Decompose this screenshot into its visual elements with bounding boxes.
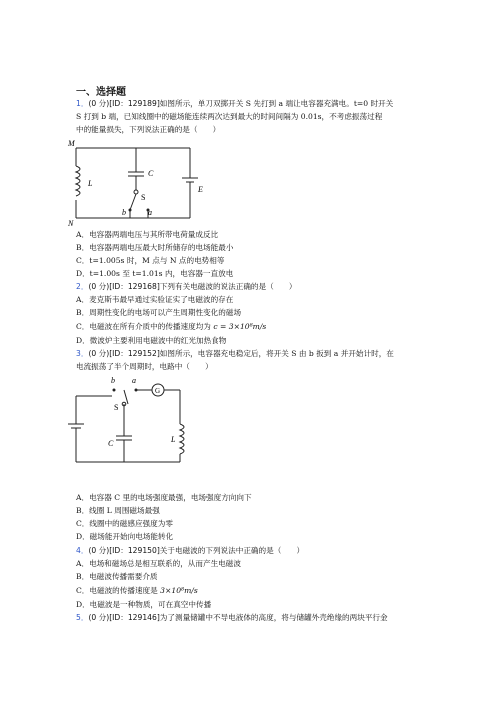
q1-option-b: B．电容器两端电压最大时所储存的电场能最小 (76, 243, 234, 252)
section-title: 一、选择题 (76, 87, 126, 98)
q1-line-2: S 打到 b 端，已知线圈中的磁场能连续两次达到最大的时间间隔为 0.01s，不考虑振荡过程 (76, 112, 383, 121)
q5-line-1 (76, 612, 388, 623)
q4-option-d: D．电磁波是一种物质，可在真空中传播 (76, 600, 212, 609)
q2-number: 2． (76, 282, 89, 291)
q2-tag: (0 分)[ID：129168] (88, 282, 160, 291)
q3-label-G: G (155, 387, 161, 395)
q5-number: 5． (76, 613, 89, 622)
q2-line-1 (76, 281, 296, 292)
q1-text-1: 如图所示，单刀双掷开关 S 先打到 a 端让电容器充满电。t=0 时开关 (159, 99, 394, 108)
q3-label-C: C (108, 439, 114, 448)
q3-tag: (0 分)[ID：129152] (88, 349, 160, 358)
q3-option-b: B．线圈 L 周围磁场最强 (76, 506, 160, 515)
q5-tag: (0 分)[ID：129146] (88, 613, 160, 622)
q1-label-a: a (148, 208, 152, 217)
q4-option-a: A．电场和磁场总是相互联系的，从而产生电磁波 (76, 559, 241, 568)
q1-line-1 (76, 98, 393, 109)
q3-option-a: A．电容器 C 里的电场强度最强，电场强度方向向下 (76, 493, 252, 502)
q4-text-1: 关于电磁波的下列说法中正确的是（ ） (159, 546, 305, 555)
q4-tag: (0 分)[ID：129150] (88, 546, 160, 555)
q4-option-c-formula: 3×10⁸m/s (160, 586, 198, 595)
q1-label-b: b (122, 208, 126, 217)
q1-tag: (0 分)[ID：129189] (88, 99, 160, 108)
q2-option-c-formula: c = 3×10⁸m/s (213, 322, 267, 331)
q1-number: 1． (76, 99, 89, 108)
q2-option-c-text: C．电磁波在所有介质中的传播速度均为 (76, 322, 211, 331)
q1-label-M: M (68, 139, 75, 148)
q3-line-2: 电流振荡了半个周期时，电路中（ ） (76, 362, 213, 371)
q3-label-L: L (171, 435, 176, 444)
q1-label-E: E (198, 185, 203, 194)
q3-text-1: 如图所示，电容器充电稳定后，将开关 S 由 b 扳到 a 并开始计时，在 (159, 349, 394, 358)
q2-option-b: B．周期性变化的电场可以产生周期性变化的磁场 (76, 308, 242, 317)
q1-label-C: C (148, 169, 154, 178)
q3-number: 3． (76, 349, 89, 358)
q1-label-L: L (88, 179, 93, 188)
q1-circuit-diagram (64, 138, 214, 228)
q4-option-c-text: C．电磁波的传播速度是 (76, 586, 158, 595)
q5-text-1: 为了测量储罐中不导电液体的高度，将与储罐外壳绝缘的两块平行金 (159, 613, 388, 622)
q2-text-1: 下列有关电磁波的说法正确的是（ ） (159, 282, 297, 291)
q4-number: 4． (76, 546, 89, 555)
q1-option-c: C．t=1.005s 时，M 点与 N 点的电势相等 (76, 256, 225, 265)
q3-label-b: b (111, 376, 115, 385)
q4-option-c (76, 585, 198, 596)
q4-line-1 (76, 545, 304, 556)
q3-option-c: C．线圈中的磁感应强度为零 (76, 519, 173, 528)
q1-option-d: D．t=1.00s 至 t=1.01s 内，电容器一直放电 (76, 269, 234, 278)
q3-line-1 (76, 348, 394, 359)
q1-label-S: S (141, 193, 146, 202)
q3-circuit-diagram (66, 374, 196, 470)
q3-option-d: D．磁场能开始向电场能转化 (76, 532, 174, 541)
q2-option-d: D．微波炉主要利用电磁波中的红光加热食物 (76, 336, 227, 345)
q2-option-a: A．麦克斯韦最早通过实验证实了电磁波的存在 (76, 295, 234, 304)
q3-label-a: a (132, 376, 136, 385)
q3-label-S: S (114, 403, 119, 412)
q1-label-N: N (68, 219, 74, 228)
q1-option-a: A．电容器两端电压与其所带电荷量成反比 (76, 230, 219, 239)
q4-option-b: B．电磁波传播需要介质 (76, 572, 158, 581)
q2-option-c (76, 321, 266, 332)
q1-line-3: 中的能量损失，下列说法正确的是（ ） (76, 125, 221, 134)
